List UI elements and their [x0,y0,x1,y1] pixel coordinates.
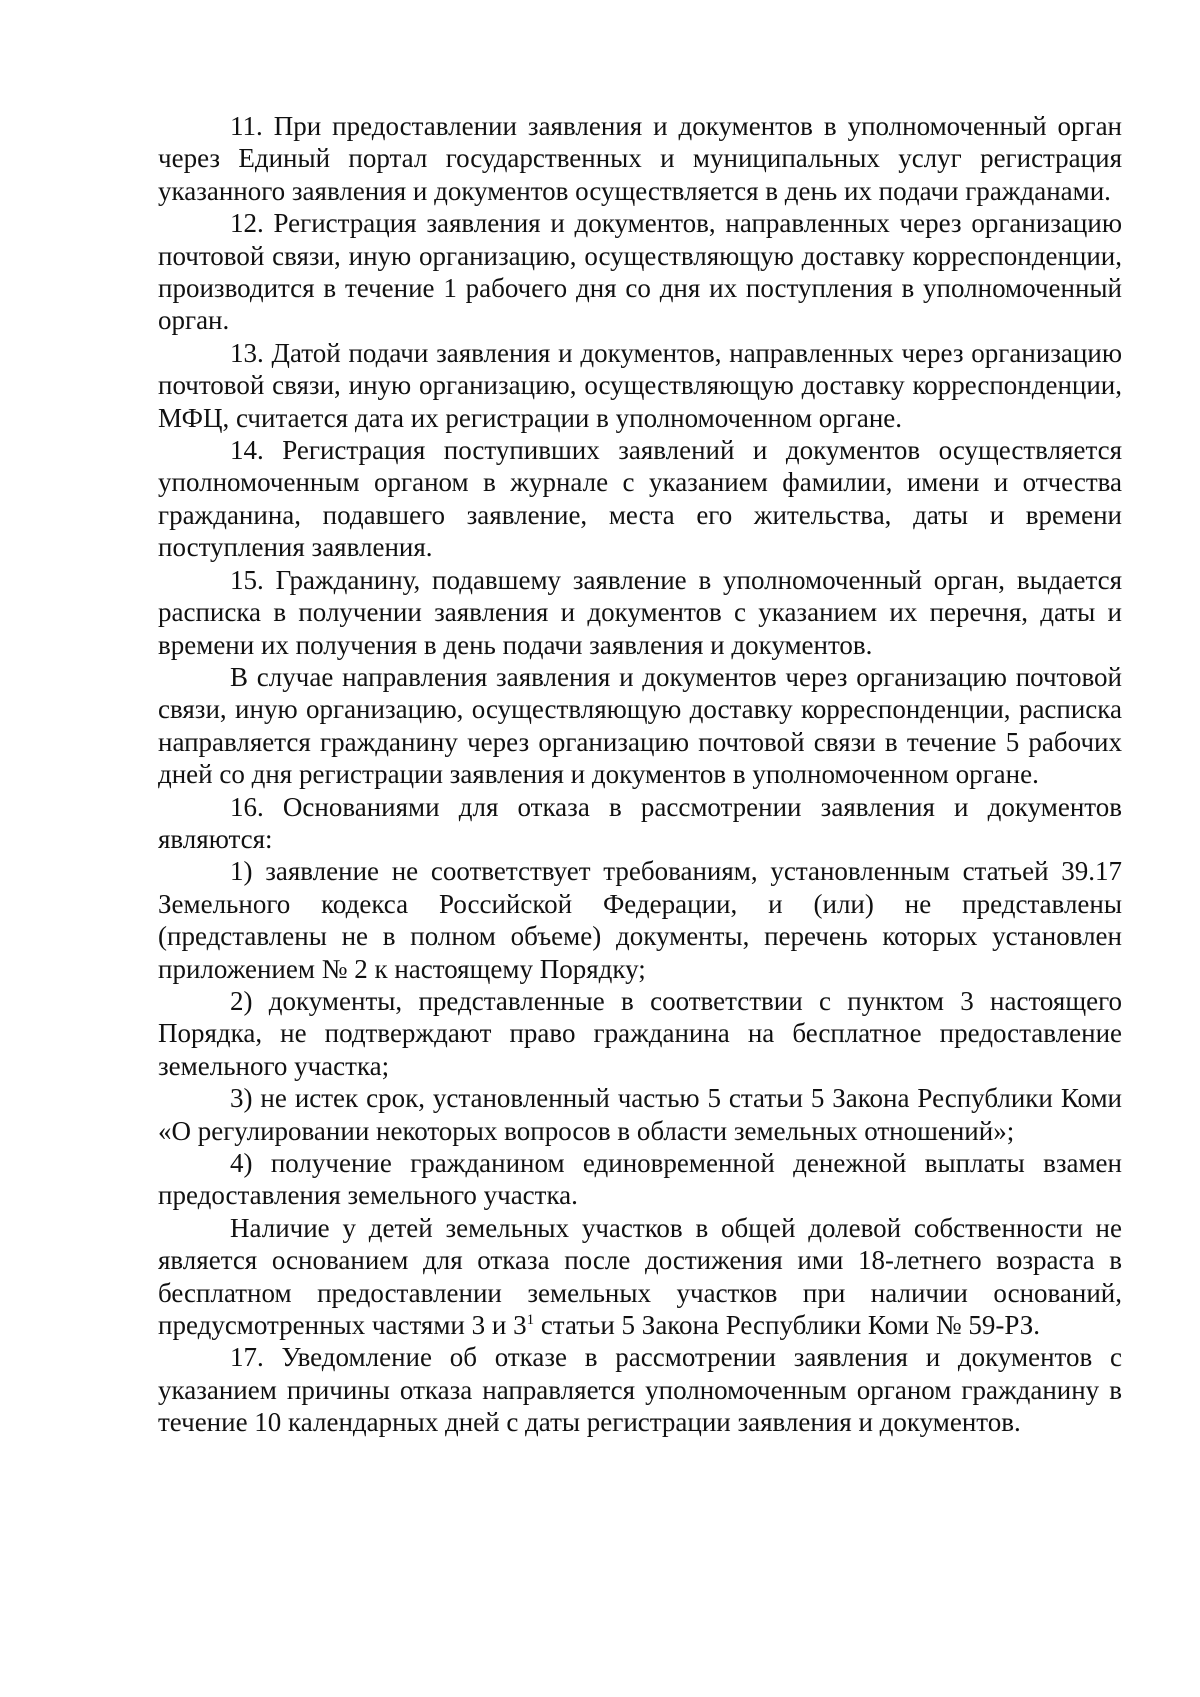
paragraph-16-item-1: 1) заявление не соответствует требованиям, установленным статьей 39.17 Земельного кодекса Российской Федерации, и (или) не представлены (представлены не в полном объеме) документы, перечень которых установлен приложением № 2 к настоящему Порядку; [158,856,1122,984]
paragraph-16-note [158,1212,1122,1342]
paragraph-16-item-2: 2) документы, представленные в соответствии с пунктом 3 настоящего Порядка, не подтверждают право гражданина на бесплатное предоставление земельного участка; [158,985,1122,1081]
note-text-before: Наличие у детей земельных участков в общей долевой собственности не является основанием для отказа после достижения ими 18-летнего возраста в бесплатном предоставлении земельных участков при наличии оснований, предусмотренных частями 3 и 3 [158,1212,1122,1341]
paragraph-11: 11. При предоставлении заявления и документов в уполномоченный орган через Единый портал государственных и муниципальных услуг регистрация указанного заявления и документов осуществляется в день их подачи гражданами. [158,111,1122,206]
paragraph-16-item-4: 4) получение гражданином единовременной денежной выплаты взамен предоставления земельного участка. [158,1148,1122,1211]
paragraph-12: 12. Регистрация заявления и документов, направленных через организацию почтовой связи, иную организацию, осуществляющую доставку корреспонденции, производится в течение 1 рабочего дня со дня их поступления в уполномоченный орган. [158,208,1122,336]
paragraph-13: 13. Датой подачи заявления и документов, направленных через организацию почтовой связи, иную организацию, осуществляющую доставку корреспонденции, МФЦ, считается дата их регистрации в уполномоченном органе. [158,337,1122,433]
paragraph-16-item-3: 3) не истек срок, установленный частью 5 статьи 5 Закона Республики Коми «О регулировании некоторых вопросов в области земельных отношений»; [158,1083,1122,1146]
paragraph-17: 17. Уведомление об отказе в рассмотрении заявления и документов с указанием причины отказа направляется уполномоченным органом гражданину в течение 10 календарных дней с даты регистрации заявления и документов. [158,1342,1122,1438]
paragraph-14: 14. Регистрация поступивших заявлений и документов осуществляется уполномоченным органом в журнале с указанием фамилии, имени и отчества гражданина, подавшего заявление, места его жительства, даты и времени поступления заявления. [158,435,1122,563]
paragraph-16: 16. Основаниями для отказа в рассмотрении заявления и документов являются: [158,791,1122,854]
paragraph-15: 15. Гражданину, подавшему заявление в уполномоченный орган, выдается расписка в получении заявления и документов с указанием их перечня, даты и времени их получения в день подачи заявления и документов. [158,564,1122,660]
paragraph-15-postal: В случае направления заявления и документов через организацию почтовой связи, иную организацию, осуществляющую доставку корреспонденции, расписка направляется гражданину через организацию почтовой связи в течение 5 рабочих дней со дня регистрации заявления и документов в уполномоченном органе. [158,661,1122,790]
document-page [158,110,1122,1439]
note-superscript: 1 [526,1312,535,1329]
note-text-after: статьи 5 Закона Республики Коми № 59-РЗ. [534,1310,1040,1341]
